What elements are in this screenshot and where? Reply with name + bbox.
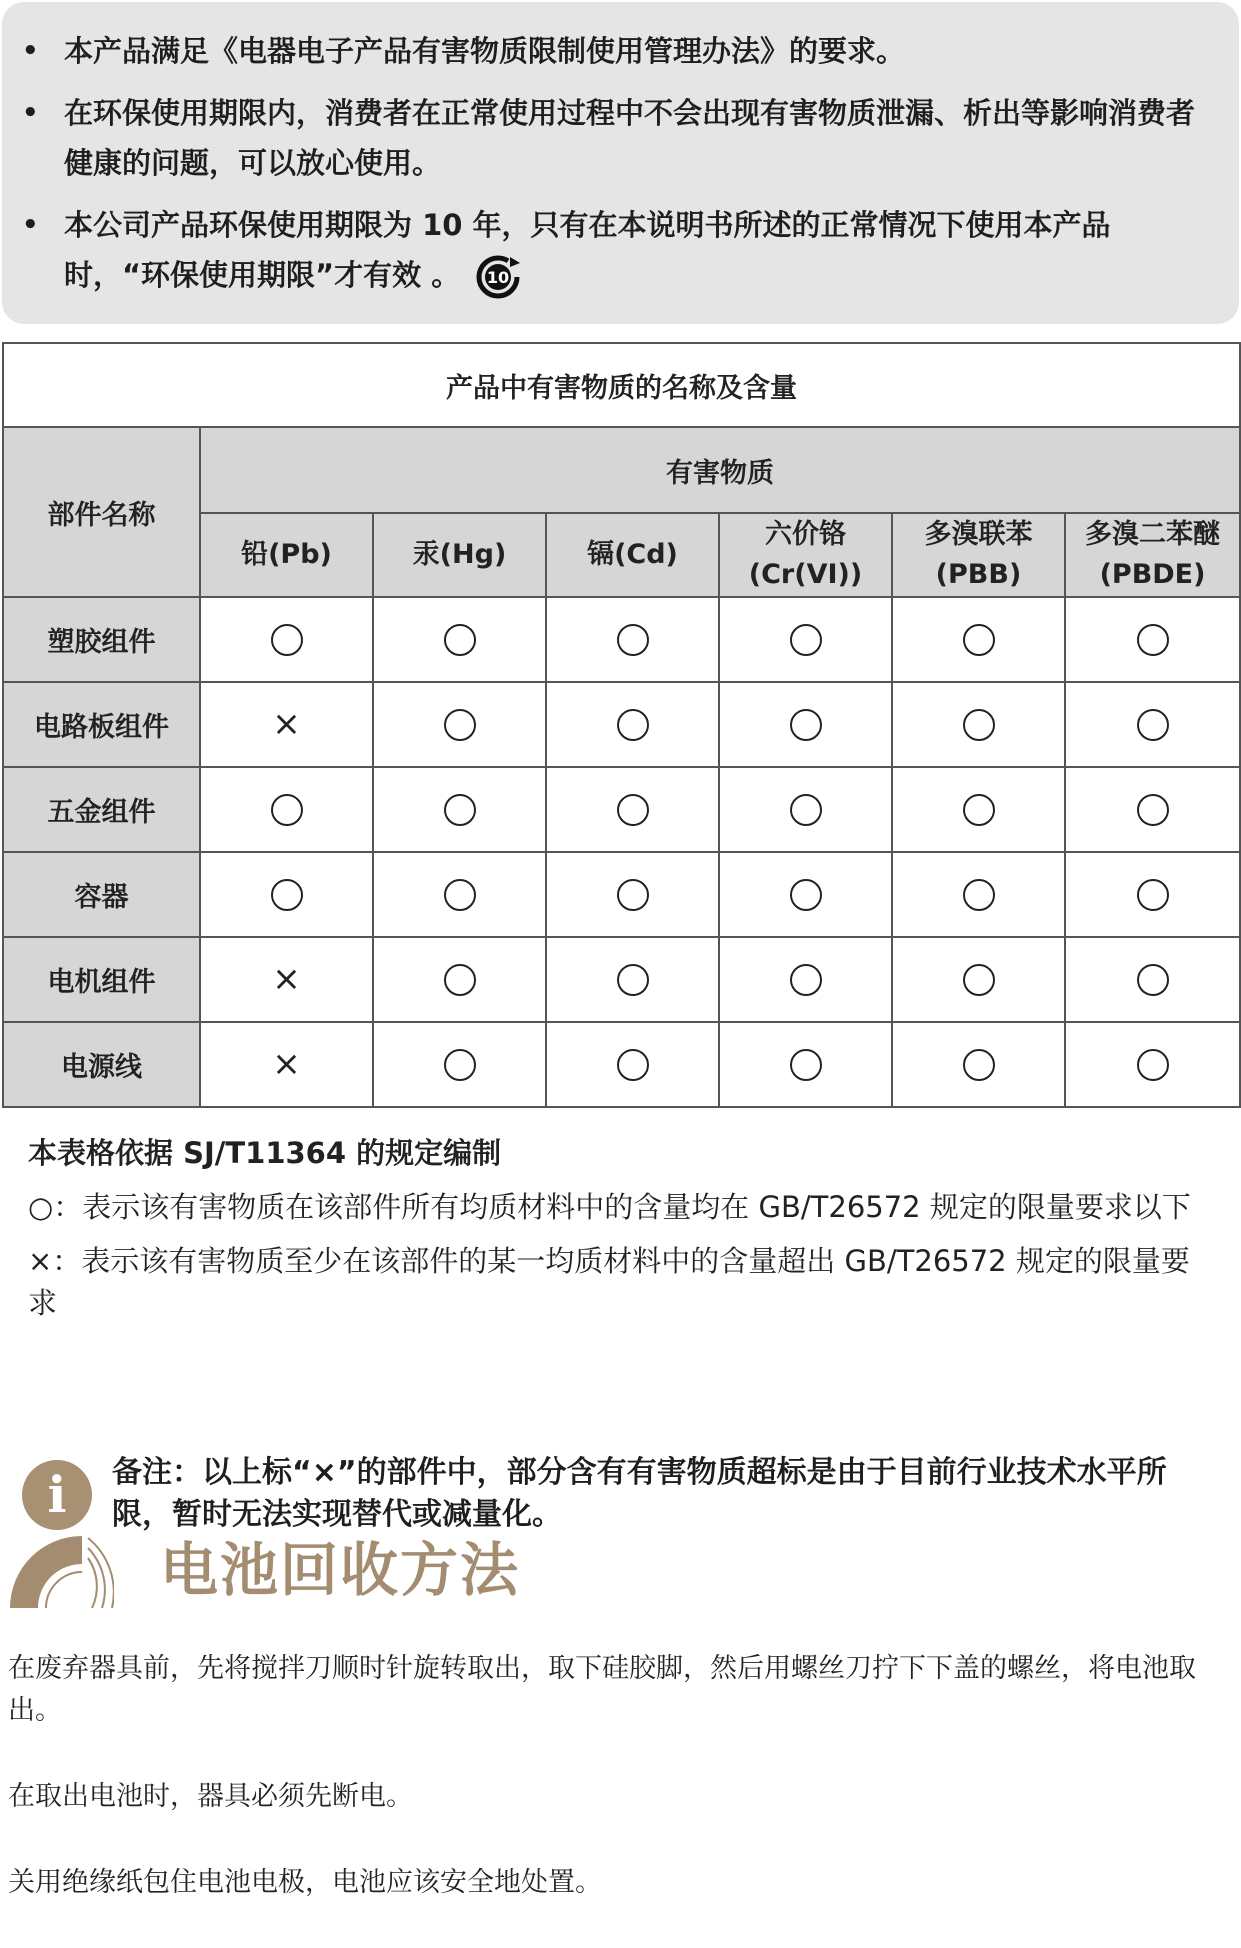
circle-mark [963,964,995,996]
circle-mark [790,879,822,911]
substance-cell [200,682,373,767]
circle-legend: ○：表示该有害物质在该部件所有均质材料中的含量均在 GB/T26572 规定的限量要求以下 [28,1190,1191,1224]
substance-cell [892,1022,1065,1107]
column-header: 铅(Pb) [200,513,373,597]
notice-item [20,26,1199,76]
rohs-notice-box [2,2,1239,324]
part-name-cell: 容器 [3,852,200,937]
notice-list [20,26,1199,301]
cross-legend: ×：表示该有害物质至少在该部件的某一均质材料中的含量超出 GB/T26572 规定的限量要求 [28,1244,1190,1320]
circle-mark [963,624,995,656]
remark-block [10,1452,1210,1532]
circle-mark [617,709,649,741]
circle-mark [963,794,995,826]
bullet-dot: • [22,98,39,128]
table-body [3,597,1240,1107]
column-header: 汞(Hg) [373,513,546,597]
circle-mark [444,709,476,741]
substance-cell [373,767,546,852]
circle-mark [790,624,822,656]
circle-mark [790,709,822,741]
table-row [3,1022,1240,1107]
circle-mark [617,879,649,911]
column-header: 多溴二苯醚 (PBDE) [1065,513,1240,597]
substance-cell [200,1022,373,1107]
circle-mark [271,624,303,656]
substance-cell [546,1022,719,1107]
cross-mark: × [272,704,301,744]
substance-cell [719,852,892,937]
substance-cell [1065,767,1240,852]
substance-cell [373,852,546,937]
circle-mark [271,794,303,826]
substance-cell [546,767,719,852]
notice-text: 本产品满足《电器电子产品有害物质限制使用管理办法》的要求。 [64,34,906,68]
substance-cell [200,767,373,852]
cross-mark: × [272,959,301,999]
circle-mark [444,624,476,656]
circle-mark [617,624,649,656]
circle-mark [617,964,649,996]
substance-cell [546,597,719,682]
notice-item [20,88,1199,188]
epup-mark-label: 10 [487,268,510,287]
epup-10-years-icon [474,253,522,301]
substance-cell [719,937,892,1022]
table-row [3,937,1240,1022]
substance-cell [1065,682,1240,767]
basis-title: 本表格依据 SJ/T11364 的规定编制 [28,1136,502,1170]
circle-mark [1137,709,1169,741]
part-name-cell: 塑胶组件 [3,597,200,682]
notice-text: 在环保使用期限内，消费者在正常使用过程中不会出现有害物质泄漏、析出等影响消费者健康的问题，可以放心使用。 [64,96,1196,180]
circle-mark [1137,964,1169,996]
table-title: 产品中有害物质的名称及含量 [3,343,1240,427]
circle-mark [444,964,476,996]
section-title: 电池回收方法 [160,1536,521,1604]
circle-mark [790,1049,822,1081]
substance-cell [1065,937,1240,1022]
table-row [3,767,1240,852]
column-header: 多溴联苯 (PBB) [892,513,1065,597]
substance-cell [546,937,719,1022]
substance-cell [892,852,1065,937]
substance-header: 有害物质 [200,427,1240,513]
circle-mark [790,964,822,996]
circle-mark [617,1049,649,1081]
circle-mark [271,879,303,911]
recycle-instructions [8,1648,1228,1948]
substance-cell [892,937,1065,1022]
substance-cell [200,937,373,1022]
hazardous-substances-table [2,342,1241,1108]
circle-mark [1137,624,1169,656]
part-name-cell: 电机组件 [3,937,200,1022]
table-row [3,682,1240,767]
substance-cell [546,852,719,937]
circle-mark [963,879,995,911]
substance-cell [373,682,546,767]
substance-cell [892,597,1065,682]
section-arc-icon [8,1534,114,1610]
part-name-cell: 电路板组件 [3,682,200,767]
column-header: 镉(Cd) [546,513,719,597]
bullet-dot: • [22,210,39,240]
circle-mark [1137,794,1169,826]
circle-mark [963,709,995,741]
remark-text: 备注：以上标“×”的部件中，部分含有有害物质超标是由于目前行业技术水平所限，暂时无法实现替代或减量化。 [112,1455,1167,1532]
substance-cell [200,597,373,682]
table-legend [28,1132,1208,1336]
table-row [3,852,1240,937]
battery-section-header [8,1530,908,1616]
substance-cell [892,767,1065,852]
substance-cell [719,767,892,852]
table-row [3,597,1240,682]
circle-mark [444,794,476,826]
substance-cell [546,682,719,767]
recycle-paragraph: 关用绝缘纸包住电池电极，电池应该安全地处置。 [8,1867,602,1898]
substance-cell [373,597,546,682]
bullet-dot: • [22,36,39,66]
recycle-paragraph: 在废弃器具前，先将搅拌刀顺时针旋转取出，取下硅胶脚，然后用螺丝刀拧下下盖的螺丝，将电池取出。 [8,1653,1196,1726]
circle-mark [790,794,822,826]
circle-mark [444,879,476,911]
substance-cell [1065,1022,1240,1107]
notice-item [20,200,1199,301]
substance-cell [719,1022,892,1107]
substance-cell [1065,597,1240,682]
substance-cell [200,852,373,937]
substance-cell [719,597,892,682]
column-header: 六价铬 (Cr(VI)) [719,513,892,597]
substance-cell [373,1022,546,1107]
notice-text: 本公司产品环保使用期限为 10 年，只有在本说明书所述的正常情况下使用本产品时，“环保使用期限”才有效 。 [64,208,1111,292]
recycle-paragraph: 在取出电池时，器具必须先断电。 [8,1781,413,1812]
circle-mark [1137,879,1169,911]
part-name-header: 部件名称 [3,427,200,597]
substance-cell [892,682,1065,767]
substance-cell [719,682,892,767]
part-name-cell: 五金组件 [3,767,200,852]
circle-mark [617,794,649,826]
info-icon: i [22,1460,92,1530]
part-name-cell: 电源线 [3,1022,200,1107]
substance-cell [1065,852,1240,937]
circle-mark [1137,1049,1169,1081]
cross-mark: × [272,1044,301,1084]
circle-mark [963,1049,995,1081]
substance-cell [373,937,546,1022]
circle-mark [444,1049,476,1081]
